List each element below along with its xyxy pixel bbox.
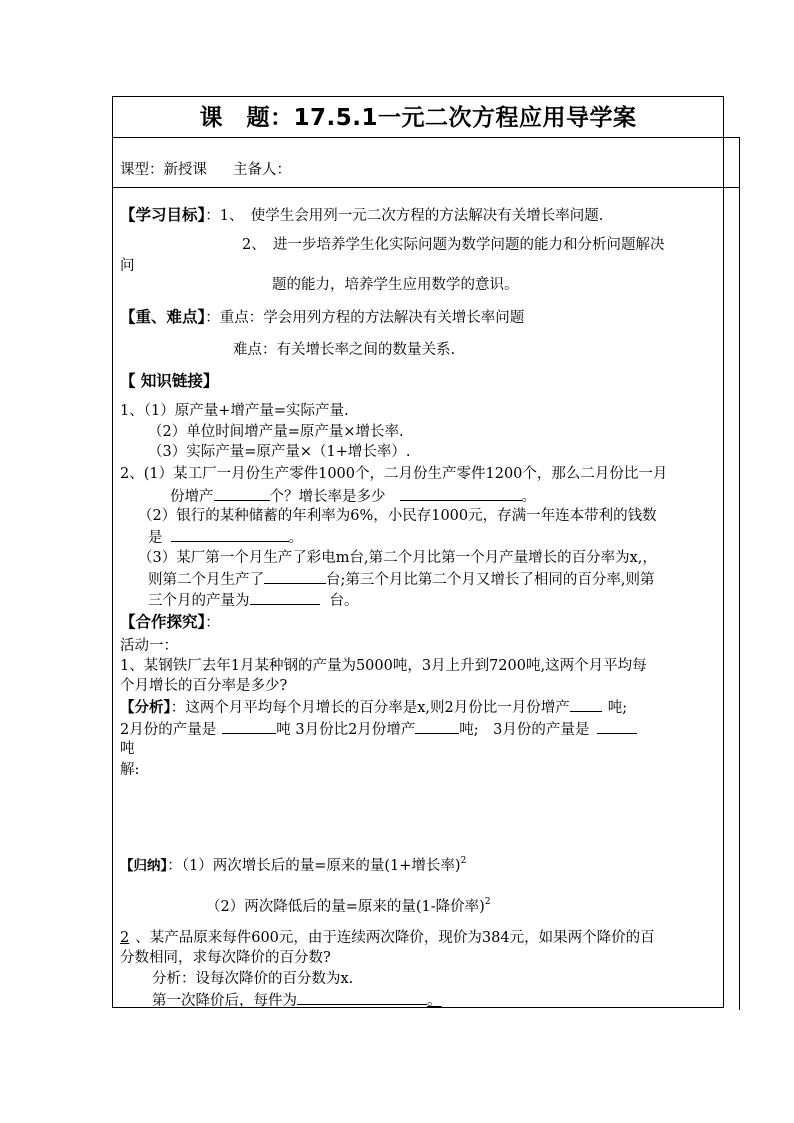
keypoint-difficulty: 难点：有关增长率之间的数量关系. <box>233 342 456 358</box>
meta-divider <box>112 187 740 188</box>
analysis-label: 【分析】 <box>120 700 171 716</box>
activity-label: 活动一： <box>120 638 178 654</box>
question-3-line-3: 三个月的产量为 台。 <box>148 590 359 611</box>
title-divider <box>112 137 740 138</box>
objective-line-2: 2、 进一步培养学生化实际问题为数学问题的能力和分析问题解决 <box>242 237 665 253</box>
knowledge-line-2: （2）单位时间增产量=原产量×增长率. <box>148 424 404 440</box>
answer-blank[interactable] <box>250 590 320 605</box>
knowledge-line-1: 1、（1）原产量+增产量=实际产量. <box>120 403 349 419</box>
question-2-line-1: （2）银行的某种储蓄的年利率为6%，小民存1000元，存满一年连本带利的钱数 <box>138 508 657 524</box>
lesson-type: 课型：新授课 <box>120 162 207 178</box>
objective-line-2-wrap: 问 <box>120 258 135 274</box>
answer-blank[interactable] <box>264 569 326 584</box>
margin-line <box>739 138 740 1010</box>
keypoints-heading: 【重、难点】 <box>120 308 206 326</box>
answer-blank[interactable] <box>222 719 276 734</box>
problem-2-line-1: 2 、某产品原来每件600元，由于连续两次降价，现价为384元，如果两个降价的百 <box>120 930 655 946</box>
analysis-line-1: 【分析】：这两个月平均每个月增长的百分率是x,则2月份比一月份增产 吨; <box>120 697 627 718</box>
analysis-line-3: 吨 <box>120 741 135 757</box>
explore-heading-line: 【合作探究】： <box>120 613 220 631</box>
question-1-line-2: 份增产 个？增长率是多少 。 <box>170 486 536 507</box>
objectives-heading: 【学习目标】 <box>120 206 206 224</box>
lesson-meta <box>120 160 291 180</box>
answer-blank[interactable] <box>597 719 637 734</box>
answer-blank[interactable] <box>297 990 427 1005</box>
summary-label: 【归纳】 <box>120 858 168 874</box>
summary-line-1: 【归纳】：（1）两次增长后的量=原来的量(1+增长率)$^2$ <box>120 856 467 874</box>
problem-2-first-step: 第一次降价后，每件为 。 <box>152 990 442 1011</box>
knowledge-heading: 【 知识链接】 <box>120 372 219 390</box>
answer-blank[interactable] <box>214 486 270 501</box>
objective-line-1: 【学习目标】：1、 使学生会用列一元二次方程的方法解决有关增长率问题. <box>120 206 604 224</box>
keypoint-focus: 【重、难点】：重点：学会用列方程的方法解决有关增长率问题 <box>120 308 525 326</box>
problem-2-line-2: 分数相同，求每次降价的百分数? <box>120 950 331 966</box>
question-1-line-1: 2、(1）某工厂一月份生产零件1000个，二月份生产零件1200个，那么二月份比一月 <box>120 466 668 482</box>
page-title: 课 题：17.5.1一元二次方程应用导学案 <box>199 105 637 131</box>
summary-line-2: （2）两次降低后的量=原来的量(1-降价率)$^2$ <box>206 897 491 915</box>
lesson-author: 主备人： <box>233 162 291 178</box>
explore-heading: 【合作探究】 <box>120 613 206 631</box>
problem-2-analysis: 分析：设每次降价的百分数为x. <box>152 971 354 987</box>
knowledge-line-3: （3）实际产量=原产量×（1+增长率）. <box>148 444 411 460</box>
question-3-line-1: （3）某厂第一个月生产了彩电m台,第二个月比第一个月产量增长的百分率为x,， <box>138 550 657 566</box>
solve-label: 解: <box>120 762 140 778</box>
objective-line-3: 题的能力，培养学生应用数学的意识。 <box>272 277 519 293</box>
question-2-line-2: 是 。 <box>148 527 303 548</box>
question-3-line-2: 则第二个月生产了 台;第三个月比第二个月又增长了相同的百分率,则第 <box>148 569 655 590</box>
problem-1-line-1: 1、某钢铁厂去年1月某种钢的产量为5000吨，3月上升到7200吨,这两个月平均每 <box>120 658 647 674</box>
analysis-line-2: 2月份的产量是 吨 3月份比2月份增产 吨; 3月份的产量是 <box>120 719 637 740</box>
problem-1-line-2: 个月增长的百分率是多少? <box>120 678 288 694</box>
answer-blank[interactable] <box>400 486 522 501</box>
answer-blank[interactable] <box>171 527 289 542</box>
answer-blank[interactable] <box>415 719 459 734</box>
answer-blank[interactable] <box>570 697 602 712</box>
